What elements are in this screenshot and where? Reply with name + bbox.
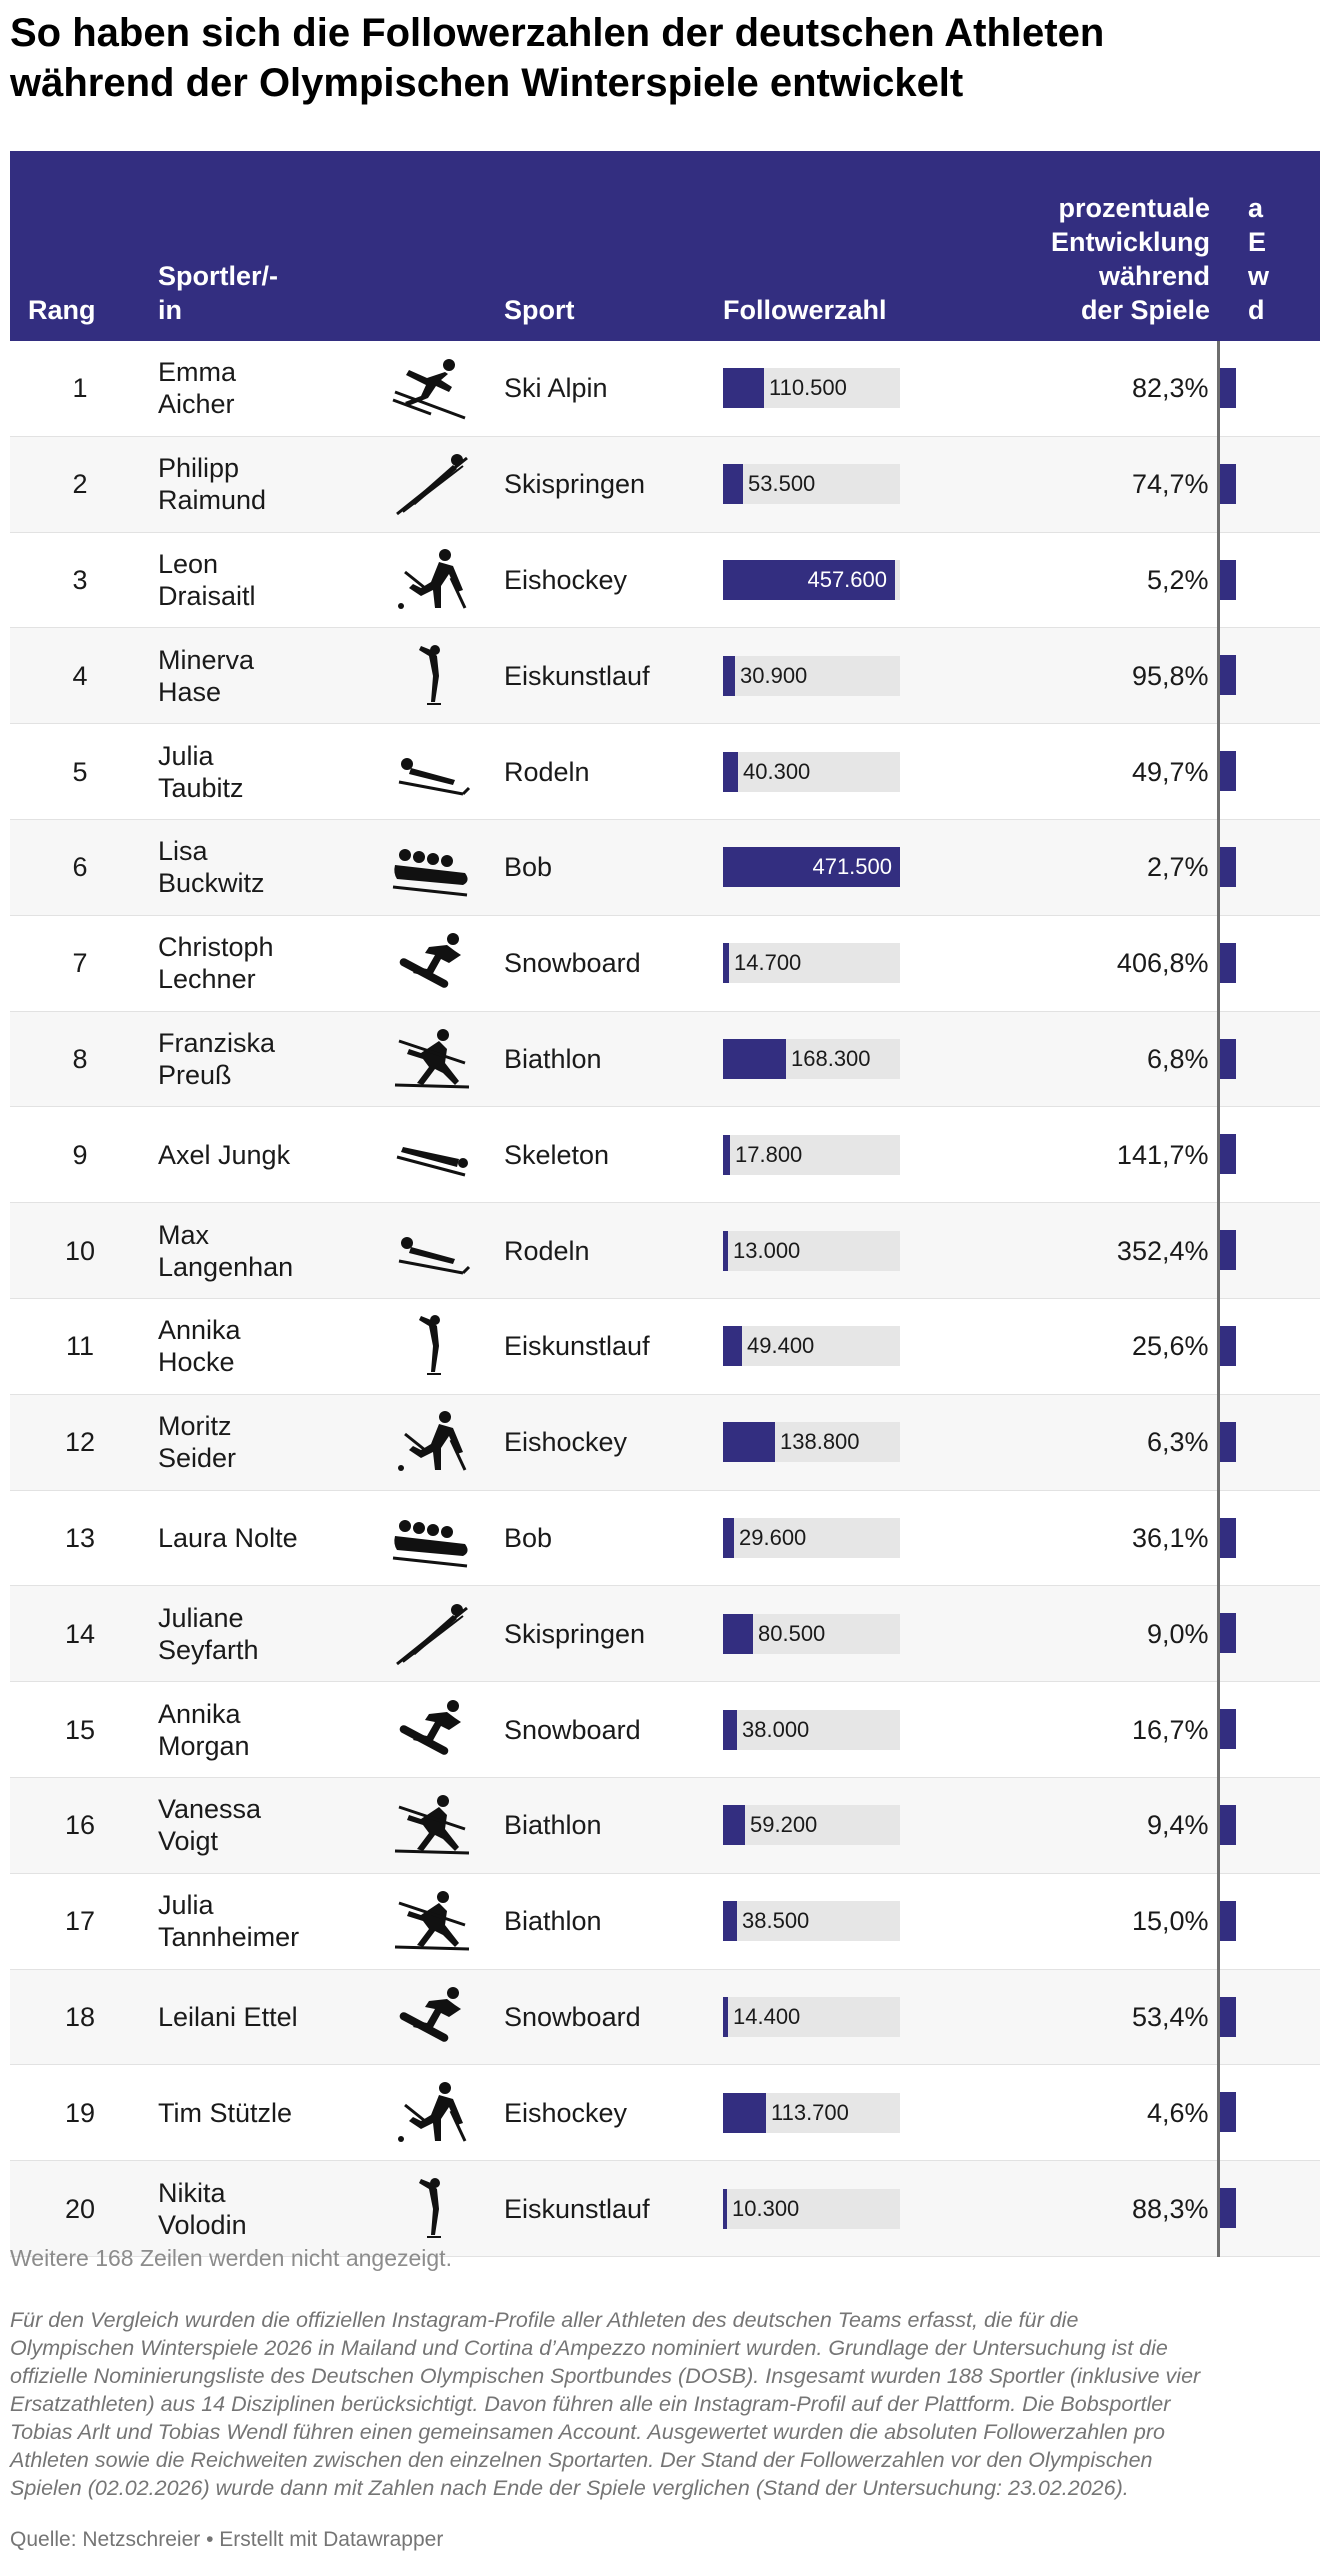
cell-rang: 17 <box>10 1873 150 1969</box>
cell-absolute-entwicklung <box>1218 1490 1320 1586</box>
cell-prozentuale-entwicklung: 36,1% <box>940 1490 1218 1586</box>
cell-followerzahl <box>715 1298 940 1394</box>
cell-sportler: Leilani Ettel <box>150 1969 365 2065</box>
skispringen-icon <box>365 436 496 532</box>
skeleton-icon <box>365 1107 496 1203</box>
cell-absolute-entwicklung <box>1218 2161 1320 2257</box>
cell-absolute-entwicklung <box>1218 724 1320 820</box>
snowboard-icon <box>365 915 496 1011</box>
hidden-rows-note: Weitere 168 Zeilen werden nicht angezeigt. <box>10 2245 452 2271</box>
cell-followerzahl <box>715 1777 940 1873</box>
follower-bar-track <box>723 943 900 983</box>
cell-sportler: Juliane Seyfarth <box>150 1586 365 1682</box>
cell-followerzahl <box>715 1873 940 1969</box>
follower-bar <box>723 656 735 696</box>
cell-sport: Snowboard <box>496 915 715 1011</box>
cell-absolute-entwicklung <box>1218 436 1320 532</box>
snowboard-icon <box>365 1969 496 2065</box>
eiskunstlauf-icon <box>365 628 496 724</box>
table-row <box>10 341 1320 436</box>
absolute-bar-stub <box>1220 1901 1236 1941</box>
rodeln-icon <box>365 1203 496 1299</box>
follower-value-label: 14.700 <box>734 950 802 976</box>
follower-bar-track <box>723 560 900 600</box>
cell-followerzahl <box>715 724 940 820</box>
bob-icon <box>365 819 496 915</box>
table-row <box>10 1777 1320 1873</box>
cell-absolute-entwicklung <box>1218 819 1320 915</box>
cell-sportler: Moritz Seider <box>150 1394 365 1490</box>
cell-absolute-entwicklung <box>1218 1394 1320 1490</box>
follower-value-label: 110.500 <box>769 375 847 401</box>
cell-absolute-entwicklung <box>1218 1011 1320 1107</box>
cell-prozentuale-entwicklung: 95,8% <box>940 628 1218 724</box>
header-prozentuale-entwicklung-label: prozentuale Entwicklung während der Spiele <box>1050 193 1210 325</box>
cell-rang: 16 <box>10 1777 150 1873</box>
eiskunstlauf-icon <box>365 1298 496 1394</box>
cell-prozentuale-entwicklung: 5,2% <box>940 532 1218 628</box>
cell-rang: 14 <box>10 1586 150 1682</box>
header-sport[interactable]: Sport <box>496 151 715 341</box>
follower-value-label: 49.400 <box>747 1333 815 1359</box>
follower-value-label: 457.600 <box>807 566 887 592</box>
follower-bar <box>723 943 729 983</box>
cell-absolute-entwicklung <box>1218 2065 1320 2161</box>
follower-bar-track <box>723 2189 900 2229</box>
cell-sportler: Julia Tannheimer <box>150 1873 365 1969</box>
absolute-bar-stub <box>1220 1805 1236 1845</box>
cell-rang: 3 <box>10 532 150 628</box>
absolute-bar-stub <box>1220 1134 1236 1174</box>
table-row <box>10 1969 1320 2065</box>
header-prozentuale-entwicklung[interactable] <box>940 151 1218 341</box>
follower-value-label: 14.400 <box>733 2003 801 2029</box>
cell-sportler: Leon Draisaitl <box>150 532 365 628</box>
cell-rang: 2 <box>10 436 150 532</box>
table-row <box>10 724 1320 820</box>
follower-value-label: 38.500 <box>742 1908 810 1934</box>
follower-bar <box>723 752 738 792</box>
skispringen-icon <box>365 1586 496 1682</box>
cell-rang: 9 <box>10 1107 150 1203</box>
header-sportler-label: Sportler/- in <box>158 261 279 325</box>
follower-bar-track <box>723 752 900 792</box>
table-row <box>10 1107 1320 1203</box>
absolute-bar-stub <box>1220 1230 1236 1270</box>
absolute-bar-stub <box>1220 560 1236 600</box>
cell-sport: Eishockey <box>496 2065 715 2161</box>
follower-bar-track <box>723 1039 900 1079</box>
header-rang[interactable]: Rang <box>10 151 150 341</box>
table-row <box>10 1490 1320 1586</box>
cell-absolute-entwicklung <box>1218 1682 1320 1778</box>
absolute-bar-stub <box>1220 1326 1236 1366</box>
cell-sport: Skispringen <box>496 1586 715 1682</box>
cell-sportler: Laura Nolte <box>150 1490 365 1586</box>
cell-rang: 13 <box>10 1490 150 1586</box>
cell-followerzahl <box>715 532 940 628</box>
cell-absolute-entwicklung <box>1218 341 1320 436</box>
rodeln-icon <box>365 724 496 820</box>
follower-bar <box>723 368 764 408</box>
follower-bar <box>723 1997 728 2037</box>
cell-sport: Snowboard <box>496 1969 715 2065</box>
follower-bar-track <box>723 656 900 696</box>
cell-rang: 11 <box>10 1298 150 1394</box>
cell-followerzahl <box>715 436 940 532</box>
cell-sportler: Annika Morgan <box>150 1682 365 1778</box>
follower-bar <box>723 2189 727 2229</box>
cell-rang: 19 <box>10 2065 150 2161</box>
cell-prozentuale-entwicklung: 352,4% <box>940 1203 1218 1299</box>
follower-bar-track <box>723 1901 900 1941</box>
cell-sport: Snowboard <box>496 1682 715 1778</box>
cell-sportler: Emma Aicher <box>150 341 365 436</box>
table-row <box>10 1586 1320 1682</box>
follower-value-label: 80.500 <box>758 1620 826 1646</box>
follower-bar-track <box>723 1614 900 1654</box>
follower-value-label: 113.700 <box>771 2099 849 2125</box>
table-row <box>10 1394 1320 1490</box>
cell-prozentuale-entwicklung: 25,6% <box>940 1298 1218 1394</box>
follower-bar <box>723 1805 745 1845</box>
follower-bar <box>723 1422 775 1462</box>
eishockey-icon <box>365 532 496 628</box>
cell-followerzahl <box>715 341 940 436</box>
table-row <box>10 2065 1320 2161</box>
cell-absolute-entwicklung <box>1218 1969 1320 2065</box>
biathlon-icon <box>365 1777 496 1873</box>
follower-bar <box>723 1518 734 1558</box>
follower-value-label: 168.300 <box>791 1045 871 1071</box>
eishockey-icon <box>365 2065 496 2161</box>
cell-prozentuale-entwicklung: 141,7% <box>940 1107 1218 1203</box>
cell-absolute-entwicklung <box>1218 532 1320 628</box>
cell-rang: 6 <box>10 819 150 915</box>
cell-sportler: Christoph Lechner <box>150 915 365 1011</box>
cell-sportler: Julia Taubitz <box>150 724 365 820</box>
table-row <box>10 1298 1320 1394</box>
cell-prozentuale-entwicklung: 406,8% <box>940 915 1218 1011</box>
cell-prozentuale-entwicklung: 49,7% <box>940 724 1218 820</box>
cell-followerzahl <box>715 2065 940 2161</box>
absolute-bar-stub <box>1220 368 1236 408</box>
cell-sport: Biathlon <box>496 1873 715 1969</box>
cell-prozentuale-entwicklung: 9,4% <box>940 1777 1218 1873</box>
follower-bar-track <box>723 1805 900 1845</box>
cell-sport: Eiskunstlauf <box>496 1298 715 1394</box>
cell-rang: 10 <box>10 1203 150 1299</box>
cell-sportler: Nikita Volodin <box>150 2161 365 2257</box>
cell-prozentuale-entwicklung: 6,3% <box>940 1394 1218 1490</box>
absolute-bar-stub <box>1220 1422 1236 1462</box>
follower-bar-track <box>723 1135 900 1175</box>
table-row <box>10 532 1320 628</box>
cell-absolute-entwicklung <box>1218 1873 1320 1969</box>
follower-bar-track <box>723 1422 900 1462</box>
cell-followerzahl <box>715 1394 940 1490</box>
follower-bar <box>723 1039 786 1079</box>
cell-sport: Eishockey <box>496 532 715 628</box>
follower-value-label: 13.000 <box>733 1237 801 1263</box>
cell-prozentuale-entwicklung: 4,6% <box>940 2065 1218 2161</box>
biathlon-icon <box>365 1011 496 1107</box>
cell-sport: Rodeln <box>496 724 715 820</box>
follower-bar <box>723 2093 766 2133</box>
cell-sportler: Minerva Hase <box>150 628 365 724</box>
cell-prozentuale-entwicklung: 15,0% <box>940 1873 1218 1969</box>
cell-sportler: Axel Jungk <box>150 1107 365 1203</box>
header-absolute-entwicklung-label: a E w d <box>1248 193 1270 325</box>
header-absolute-entwicklung[interactable] <box>1218 151 1320 341</box>
absolute-bar-stub <box>1220 1997 1236 2037</box>
absolute-bar-stub <box>1220 1613 1236 1653</box>
cell-followerzahl <box>715 819 940 915</box>
follower-bar-track <box>723 847 900 887</box>
cell-sport: Skeleton <box>496 1107 715 1203</box>
cell-rang: 5 <box>10 724 150 820</box>
follower-bar-track <box>723 1326 900 1366</box>
follower-bar-track <box>723 2093 900 2133</box>
table-row <box>10 1873 1320 1969</box>
ski-alpin-icon <box>365 341 496 436</box>
follower-value-label: 59.200 <box>750 1812 818 1838</box>
cell-prozentuale-entwicklung: 88,3% <box>940 2161 1218 2257</box>
cell-sport: Biathlon <box>496 1011 715 1107</box>
cell-rang: 18 <box>10 1969 150 2065</box>
cell-sportler: Franziska Preuß <box>150 1011 365 1107</box>
cell-sport: Eishockey <box>496 1394 715 1490</box>
cell-sport: Biathlon <box>496 1777 715 1873</box>
header-followerzahl[interactable]: Followerzahl <box>715 151 940 341</box>
cell-absolute-entwicklung <box>1218 1203 1320 1299</box>
table-row <box>10 1682 1320 1778</box>
cell-followerzahl <box>715 1490 940 1586</box>
follower-value-label: 30.900 <box>740 662 808 688</box>
cell-followerzahl <box>715 1203 940 1299</box>
cell-rang: 12 <box>10 1394 150 1490</box>
cell-rang: 20 <box>10 2161 150 2257</box>
cell-absolute-entwicklung <box>1218 628 1320 724</box>
follower-bar-track <box>723 1231 900 1271</box>
follower-value-label: 10.300 <box>732 2195 800 2221</box>
cell-rang: 1 <box>10 341 150 436</box>
follower-bar-track <box>723 464 900 504</box>
table-row <box>10 915 1320 1011</box>
absolute-bar-stub <box>1220 464 1236 504</box>
biathlon-icon <box>365 1873 496 1969</box>
header-sportler[interactable] <box>150 151 365 341</box>
follower-bar <box>723 1135 730 1175</box>
cell-rang: 15 <box>10 1682 150 1778</box>
cell-absolute-entwicklung <box>1218 915 1320 1011</box>
cell-sportler: Annika Hocke <box>150 1298 365 1394</box>
table-row <box>10 2161 1320 2257</box>
follower-bar-track <box>723 1997 900 2037</box>
absolute-bar-stub <box>1220 1518 1236 1558</box>
methodology-note: Für den Vergleich wurden die offiziellen Instagram-Profile aller Athleten des deutschen Teams erfasst, die für die Olympischen Winterspiele 2026 in Mailand und Cortina d’Ampezzo nominiert wurden. Grundlage der Untersuchung ist die offizielle Nominierungsliste des Deutschen Olympischen Sportbundes (DOSB). Insgesamt wurden 188 Sportler (inklusive vier Ersatzathleten) aus 14 Disziplinen berücksichtigt. Davon führen alle ein Instagram-Profil auf der Plattform. Die Bobsportler Tobias Arlt und Tobias Wendl führen einen gemeinsamen Account. Ausgewertet wurden die absoluten Followerzahlen pro Athleten sowie die Reichweiten zwischen den einzelnen Sportarten. Der Stand der Followerzahlen vor den Olympischen Spielen (02.02.2026) wurde dann mit Zahlen nach Ende der Spiele verglichen (Stand der Untersuchung: 23.02.2026). <box>10 2308 1201 2500</box>
follower-value-label: 138.800 <box>780 1429 860 1455</box>
follower-value-label: 53.500 <box>748 471 816 497</box>
bob-icon <box>365 1490 496 1586</box>
snowboard-icon <box>365 1682 496 1778</box>
cell-sportler: Tim Stützle <box>150 2065 365 2161</box>
cell-rang: 4 <box>10 628 150 724</box>
follower-value-label: 38.000 <box>742 1716 810 1742</box>
cell-prozentuale-entwicklung: 16,7% <box>940 1682 1218 1778</box>
follower-bar <box>723 1614 753 1654</box>
eiskunstlauf-icon <box>365 2161 496 2257</box>
cell-absolute-entwicklung <box>1218 1777 1320 1873</box>
table-row <box>10 1203 1320 1299</box>
cell-followerzahl <box>715 2161 940 2257</box>
cell-sportler: Max Langenhan <box>150 1203 365 1299</box>
cell-absolute-entwicklung <box>1218 1298 1320 1394</box>
cell-sportler: Vanessa Voigt <box>150 1777 365 1873</box>
follower-value-label: 471.500 <box>812 854 892 880</box>
absolute-bar-stub <box>1220 847 1236 887</box>
cell-absolute-entwicklung <box>1218 1586 1320 1682</box>
data-table <box>10 151 1270 2240</box>
absolute-bar-stub <box>1220 943 1236 983</box>
cell-sport: Eiskunstlauf <box>496 628 715 724</box>
absolute-bar-stub <box>1220 1039 1236 1079</box>
cell-prozentuale-entwicklung: 53,4% <box>940 1969 1218 2065</box>
cell-sport: Ski Alpin <box>496 341 715 436</box>
follower-bar-track <box>723 1518 900 1558</box>
cell-sport: Bob <box>496 1490 715 1586</box>
cell-rang: 7 <box>10 915 150 1011</box>
follower-bar <box>723 1231 728 1271</box>
cell-rang: 8 <box>10 1011 150 1107</box>
eishockey-icon <box>365 1394 496 1490</box>
cell-followerzahl <box>715 1682 940 1778</box>
follower-value-label: 17.800 <box>735 1141 803 1167</box>
absolute-bar-stub <box>1220 655 1236 695</box>
cell-absolute-entwicklung <box>1218 1107 1320 1203</box>
table-row <box>10 1011 1320 1107</box>
cell-sport: Bob <box>496 819 715 915</box>
cell-sportler: Lisa Buckwitz <box>150 819 365 915</box>
cell-sport: Eiskunstlauf <box>496 2161 715 2257</box>
table-row <box>10 628 1320 724</box>
source-credit: Quelle: Netzschreier • Erstellt mit Datawrapper <box>10 2528 444 2551</box>
table-header-row <box>10 151 1320 341</box>
follower-bar <box>723 1326 742 1366</box>
cell-followerzahl <box>715 1969 940 2065</box>
table-row <box>10 819 1320 915</box>
follower-bar <box>723 464 743 504</box>
follower-value-label: 40.300 <box>743 758 811 784</box>
cell-prozentuale-entwicklung: 9,0% <box>940 1586 1218 1682</box>
cell-prozentuale-entwicklung: 82,3% <box>940 341 1218 436</box>
follower-bar <box>723 1710 737 1750</box>
absolute-bar-stub <box>1220 751 1236 791</box>
cell-sport: Rodeln <box>496 1203 715 1299</box>
cell-followerzahl <box>715 628 940 724</box>
cell-sportler: Philipp Raimund <box>150 436 365 532</box>
cell-prozentuale-entwicklung: 74,7% <box>940 436 1218 532</box>
cell-followerzahl <box>715 1586 940 1682</box>
cell-followerzahl <box>715 915 940 1011</box>
table-row <box>10 436 1320 532</box>
absolute-bar-stub <box>1220 2092 1236 2132</box>
chart-title: So haben sich die Followerzahlen der deutschen Athleten während der Olympischen Winterspiele entwickelt <box>10 11 1105 105</box>
follower-bar-track <box>723 1710 900 1750</box>
follower-value-label: 29.600 <box>739 1524 807 1550</box>
cell-sport: Skispringen <box>496 436 715 532</box>
cell-prozentuale-entwicklung: 2,7% <box>940 819 1218 915</box>
cell-prozentuale-entwicklung: 6,8% <box>940 1011 1218 1107</box>
absolute-bar-stub <box>1220 2188 1236 2228</box>
header-icon <box>365 151 496 341</box>
cell-followerzahl <box>715 1011 940 1107</box>
cell-followerzahl <box>715 1107 940 1203</box>
absolute-bar-stub <box>1220 1709 1236 1749</box>
follower-bar-track <box>723 368 900 408</box>
follower-bar <box>723 1901 737 1941</box>
